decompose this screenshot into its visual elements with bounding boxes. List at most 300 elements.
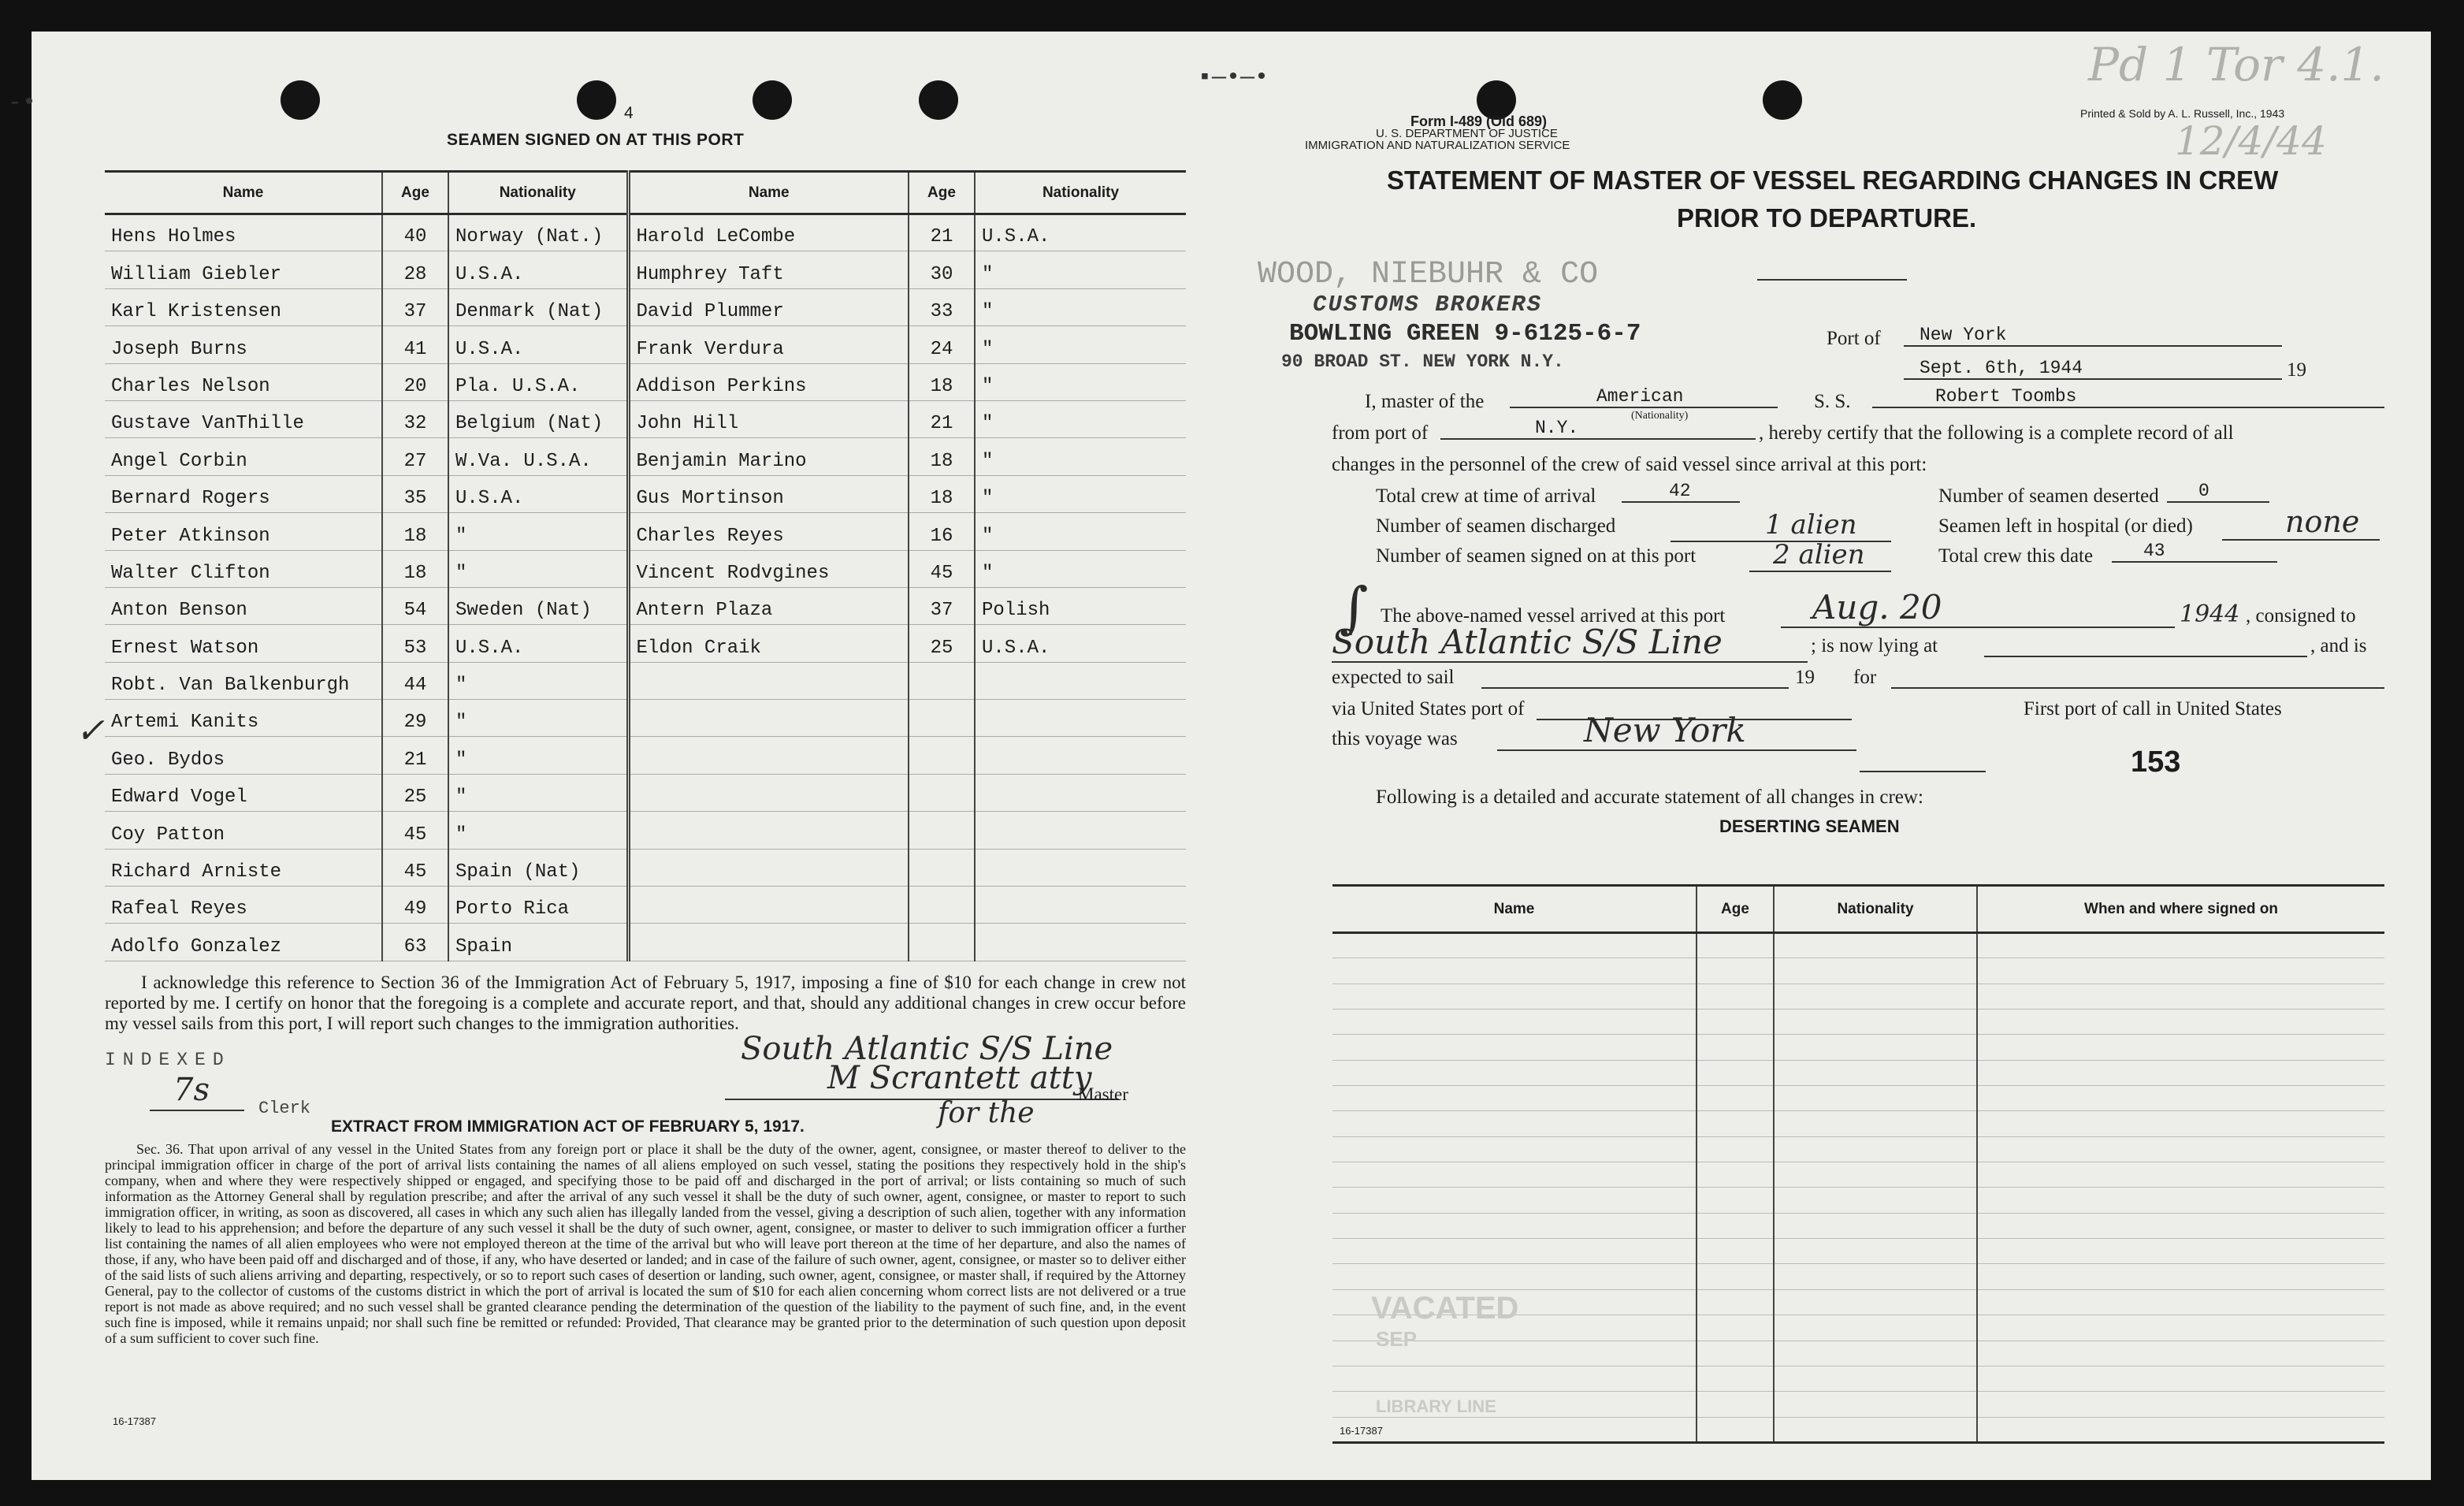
deserter-nationality bbox=[1774, 1086, 1977, 1111]
seaman-age: 45 bbox=[909, 550, 975, 587]
master-label: Master bbox=[1078, 1084, 1128, 1104]
seaman-nationality: U.S.A. bbox=[448, 475, 628, 512]
deserter-signed-on bbox=[1977, 1417, 2384, 1442]
deserter-signed-on bbox=[1977, 1315, 2384, 1341]
column-header-nationality: Nationality bbox=[1774, 886, 1977, 933]
deserter-signed-on bbox=[1977, 1392, 2384, 1417]
total-crew-arrival-value: 42 bbox=[1622, 481, 1740, 503]
deserter-age bbox=[1697, 1289, 1774, 1314]
seaman-age bbox=[909, 812, 975, 849]
deserter-age bbox=[1697, 933, 1774, 958]
seaman-nationality bbox=[975, 774, 1186, 811]
deserter-nationality bbox=[1774, 984, 1977, 1009]
table-header-row bbox=[1332, 886, 2384, 933]
deserter-nationality bbox=[1774, 958, 1977, 984]
seaman-nationality: " bbox=[975, 251, 1186, 288]
deserter-age bbox=[1697, 1213, 1774, 1238]
deserter-nationality bbox=[1774, 1289, 1977, 1314]
deserter-age bbox=[1697, 1392, 1774, 1417]
seaman-nationality: U.S.A. bbox=[448, 251, 628, 288]
changes-text: changes in the personnel of the crew of said vessel since arrival at this port: bbox=[1332, 454, 1927, 475]
seaman-age bbox=[909, 887, 975, 924]
seaman-nationality: Sweden (Nat) bbox=[448, 587, 628, 624]
deserter-nationality bbox=[1774, 1366, 1977, 1391]
seaman-name bbox=[628, 774, 909, 811]
seaman-age: 18 bbox=[909, 363, 975, 400]
seaman-nationality: " bbox=[975, 475, 1186, 512]
seaman-nationality: " bbox=[975, 363, 1186, 400]
seaman-age: 63 bbox=[382, 924, 448, 961]
consigned-label: , consigned to bbox=[2246, 605, 2356, 627]
deserter-age bbox=[1697, 1162, 1774, 1188]
seaman-age: 37 bbox=[382, 288, 448, 325]
hospital-label: Seamen left in hospital (or died) bbox=[1938, 515, 2193, 537]
statement-title-1: STATEMENT OF MASTER OF VESSEL REGARDING CHANGES IN CREW bbox=[1387, 165, 2279, 195]
deserting-seamen-table bbox=[1332, 884, 2384, 1444]
ss-label: S. S. bbox=[1814, 391, 1851, 412]
from-port-label: from port of bbox=[1332, 422, 1429, 444]
deserter-name bbox=[1332, 958, 1697, 984]
seaman-age: 24 bbox=[909, 326, 975, 363]
seaman-nationality: Denmark (Nat) bbox=[448, 288, 628, 325]
table-row bbox=[1332, 1111, 2384, 1136]
deserter-name bbox=[1332, 1188, 1697, 1213]
broker-stamp-line-4: 90 BROAD ST. NEW YORK N.Y. bbox=[1281, 351, 1564, 372]
punch-hole bbox=[753, 80, 792, 120]
table-row bbox=[1332, 933, 2384, 958]
left-page-title: SEAMEN SIGNED ON AT THIS PORT bbox=[447, 131, 745, 149]
table-row bbox=[1332, 1060, 2384, 1085]
seaman-age: 30 bbox=[909, 251, 975, 288]
seaman-nationality: Spain (Nat) bbox=[448, 849, 628, 886]
seaman-age: 41 bbox=[382, 326, 448, 363]
table-row bbox=[105, 326, 1186, 363]
punch-hole bbox=[1763, 80, 1802, 120]
deserter-nationality bbox=[1774, 933, 1977, 958]
column-header-nationality: Nationality bbox=[975, 172, 1186, 214]
deserter-signed-on bbox=[1977, 1366, 2384, 1391]
deserter-signed-on bbox=[1977, 1010, 2384, 1035]
table-row bbox=[105, 924, 1186, 961]
certify-text: , hereby certify that the following is a complete record of all bbox=[1759, 422, 2234, 444]
nationality-caption: (Nationality) bbox=[1631, 410, 1689, 422]
table-row bbox=[1332, 958, 2384, 984]
deserter-age bbox=[1697, 1366, 1774, 1391]
deserter-name bbox=[1332, 1060, 1697, 1085]
seaman-name: Benjamin Marino bbox=[628, 438, 909, 475]
seamen-table-body bbox=[105, 214, 1186, 961]
deserter-signed-on bbox=[1977, 1111, 2384, 1136]
deserter-nationality bbox=[1774, 1239, 1977, 1264]
table-row bbox=[105, 587, 1186, 624]
seaman-nationality: " bbox=[448, 700, 628, 737]
pencil-annotation-2: 12/4/44 bbox=[2175, 118, 2327, 164]
broker-stamp-line-1: WOOD, NIEBUHR & CO bbox=[1258, 257, 1599, 292]
document-sheet bbox=[8, 32, 2431, 1480]
seaman-name: Addison Perkins bbox=[628, 363, 909, 400]
deserted-value: 0 bbox=[2167, 481, 2269, 503]
arrived-year: 1944 bbox=[2180, 601, 2240, 628]
seaman-age: 18 bbox=[382, 550, 448, 587]
from-port-value: N.Y. bbox=[1440, 418, 1756, 440]
seaman-name: Charles Nelson bbox=[105, 363, 382, 400]
top-blank-line bbox=[1757, 279, 1907, 281]
deserter-name bbox=[1332, 1035, 1697, 1060]
seaman-nationality bbox=[975, 887, 1186, 924]
seaman-name: Antern Plaza bbox=[628, 587, 909, 624]
seaman-age: 37 bbox=[909, 587, 975, 624]
seaman-name: Frank Verdura bbox=[628, 326, 909, 363]
seaman-nationality bbox=[975, 700, 1186, 737]
signature-line-2: M Scrantett atty bbox=[827, 1060, 1092, 1096]
deserter-signed-on bbox=[1977, 933, 2384, 958]
hospital-value: none bbox=[2222, 504, 2380, 541]
deserter-nationality bbox=[1774, 1162, 1977, 1188]
edge-mark: -• bbox=[8, 90, 37, 117]
seaman-age: 29 bbox=[382, 700, 448, 737]
broker-stamp-line-3: BOWLING GREEN 9-6125-6-7 bbox=[1289, 320, 1641, 348]
seaman-nationality bbox=[975, 812, 1186, 849]
seaman-name: Walter Clifton bbox=[105, 550, 382, 587]
table-row bbox=[105, 849, 1186, 886]
column-header-name: Name bbox=[628, 172, 909, 214]
clerk-line bbox=[150, 1110, 244, 1111]
port-value: New York bbox=[1904, 325, 2282, 347]
indexed-stamp: INDEXED bbox=[105, 1050, 231, 1070]
signature-line-3: for the bbox=[938, 1097, 1035, 1129]
seaman-nationality: Polish bbox=[975, 587, 1186, 624]
table-row bbox=[1332, 1086, 2384, 1111]
table-row bbox=[1332, 1213, 2384, 1238]
deserter-signed-on bbox=[1977, 1188, 2384, 1213]
seaman-name: Bernard Rogers bbox=[105, 475, 382, 512]
seaman-name: Eldon Craik bbox=[628, 625, 909, 662]
seaman-name: John Hill bbox=[628, 400, 909, 437]
deserted-label: Number of seamen deserted bbox=[1938, 485, 2159, 507]
table-row bbox=[1332, 1264, 2384, 1289]
seaman-age: 25 bbox=[909, 625, 975, 662]
seaman-nationality: " bbox=[975, 288, 1186, 325]
seaman-age bbox=[909, 737, 975, 774]
left-form-code: 16-17387 bbox=[113, 1415, 156, 1427]
deserter-signed-on bbox=[1977, 1060, 2384, 1085]
seaman-name bbox=[628, 849, 909, 886]
deserter-name bbox=[1332, 1213, 1697, 1238]
table-row bbox=[105, 550, 1186, 587]
seaman-name: Angel Corbin bbox=[105, 438, 382, 475]
column-header-age: Age bbox=[382, 172, 448, 214]
deserter-age bbox=[1697, 958, 1774, 984]
seaman-name: Hens Holmes bbox=[105, 214, 382, 251]
deserter-name bbox=[1332, 1417, 1697, 1442]
deserter-signed-on bbox=[1977, 1086, 2384, 1111]
seaman-age: 21 bbox=[909, 214, 975, 251]
seaman-nationality bbox=[975, 924, 1186, 961]
via-port-label: via United States port of bbox=[1332, 698, 1525, 720]
check-mark: ✓ bbox=[76, 711, 105, 751]
deserter-age bbox=[1697, 1010, 1774, 1035]
expected-year: 19 bbox=[1795, 667, 1815, 688]
deserter-age bbox=[1697, 1417, 1774, 1442]
seaman-nationality: U.S.A. bbox=[448, 625, 628, 662]
deserter-age bbox=[1697, 1060, 1774, 1085]
seaman-name: Charles Reyes bbox=[628, 513, 909, 550]
column-header-name: Name bbox=[1332, 886, 1697, 933]
table-row bbox=[105, 774, 1186, 811]
voyage-value: New York bbox=[1497, 711, 1856, 751]
deserting-table-body bbox=[1332, 933, 2384, 1443]
table-row bbox=[1332, 1239, 2384, 1264]
printer-credit: Printed & Sold by A. L. Russell, Inc., 1943 bbox=[2080, 107, 2285, 120]
table-row bbox=[1332, 1136, 2384, 1162]
page-number: 4 bbox=[624, 104, 634, 122]
deserter-name bbox=[1332, 1264, 1697, 1289]
seaman-nationality: " bbox=[975, 400, 1186, 437]
expected-label: expected to sail bbox=[1332, 667, 1455, 688]
deserter-signed-on bbox=[1977, 1341, 2384, 1366]
deserter-signed-on bbox=[1977, 984, 2384, 1009]
punch-hole bbox=[919, 80, 958, 120]
seaman-name: Coy Patton bbox=[105, 812, 382, 849]
seaman-age: 21 bbox=[382, 737, 448, 774]
table-row bbox=[1332, 1341, 2384, 1366]
deserter-nationality bbox=[1774, 1060, 1977, 1085]
deserter-age bbox=[1697, 984, 1774, 1009]
seaman-age bbox=[909, 924, 975, 961]
blank-line bbox=[1860, 771, 1986, 772]
acknowledgement-paragraph: I acknowledge this reference to Section 36 of the Immigration Act of February 5, 1917, imposing a fine of $10 for each change in crew not reported by me. I certify on honor that the foregoing is a complete and accurate report, and that, should any additional changes in crew occur before my vessel sails from this port, I will report such changes to the immigration authorities. bbox=[105, 972, 1186, 1033]
seaman-name bbox=[628, 662, 909, 699]
deserter-nationality bbox=[1774, 1010, 1977, 1035]
deserter-age bbox=[1697, 1239, 1774, 1264]
deserter-nationality bbox=[1774, 1417, 1977, 1442]
folio-number: 153 bbox=[2131, 746, 2181, 779]
faded-stamp-line-2: SEP bbox=[1376, 1327, 1418, 1351]
seaman-age: 18 bbox=[382, 513, 448, 550]
seaman-age: 54 bbox=[382, 587, 448, 624]
seaman-nationality: Norway (Nat.) bbox=[448, 214, 628, 251]
fold-mark: ▪—•—• bbox=[1198, 65, 1269, 91]
first-port-label: First port of call in United States bbox=[2024, 698, 2282, 720]
seaman-nationality: " bbox=[975, 513, 1186, 550]
seaman-nationality: U.S.A. bbox=[448, 326, 628, 363]
ship-name: Robert Toombs bbox=[1872, 386, 2384, 408]
seaman-name: Rafeal Reyes bbox=[105, 887, 382, 924]
table-row bbox=[105, 625, 1186, 662]
department: U. S. DEPARTMENT OF JUSTICE bbox=[1376, 127, 1558, 140]
deserter-name bbox=[1332, 1366, 1697, 1391]
faded-stamp-line-1: VACATED bbox=[1371, 1291, 1519, 1326]
seaman-age: 18 bbox=[909, 475, 975, 512]
seaman-name: Geo. Bydos bbox=[105, 737, 382, 774]
seaman-nationality: " bbox=[448, 662, 628, 699]
deserter-signed-on bbox=[1977, 1289, 2384, 1314]
seaman-name: Edward Vogel bbox=[105, 774, 382, 811]
total-crew-date-label: Total crew this date bbox=[1938, 545, 2094, 567]
table-row bbox=[1332, 1417, 2384, 1442]
seaman-age: 32 bbox=[382, 400, 448, 437]
deserter-name bbox=[1332, 1111, 1697, 1136]
seaman-age: 20 bbox=[382, 363, 448, 400]
deserter-age bbox=[1697, 1188, 1774, 1213]
service: IMMIGRATION AND NATURALIZATION SERVICE bbox=[1305, 139, 1570, 152]
broker-stamp-line-2: CUSTOMS BROKERS bbox=[1313, 292, 1543, 318]
port-label: Port of bbox=[1827, 328, 1881, 349]
date-value: Sept. 6th, 1944 bbox=[1904, 358, 2282, 380]
deserter-nationality bbox=[1774, 1392, 1977, 1417]
deserter-nationality bbox=[1774, 1035, 1977, 1060]
seaman-name: Harold LeCombe bbox=[628, 214, 909, 251]
deserter-nationality bbox=[1774, 1315, 1977, 1341]
seaman-nationality: " bbox=[448, 737, 628, 774]
table-row bbox=[105, 662, 1186, 699]
deserter-nationality bbox=[1774, 1341, 1977, 1366]
seaman-nationality bbox=[975, 849, 1186, 886]
seaman-age: 35 bbox=[382, 475, 448, 512]
consignee-value: South Atlantic S/S Line bbox=[1332, 623, 1808, 663]
table-header-row bbox=[105, 172, 1186, 214]
for-line bbox=[1891, 687, 2384, 689]
table-row bbox=[105, 214, 1186, 251]
column-header-nationality: Nationality bbox=[448, 172, 628, 214]
seaman-name: Gustave VanThille bbox=[105, 400, 382, 437]
deserter-name bbox=[1332, 1136, 1697, 1162]
deserter-nationality bbox=[1774, 1136, 1977, 1162]
table-row bbox=[105, 513, 1186, 550]
deserter-age bbox=[1697, 1315, 1774, 1341]
seaman-age bbox=[909, 849, 975, 886]
clerk-label: Clerk bbox=[258, 1099, 311, 1118]
seamen-signed-on-table bbox=[105, 170, 1186, 961]
deserter-signed-on bbox=[1977, 1035, 2384, 1060]
seaman-name: Richard Arniste bbox=[105, 849, 382, 886]
table-row bbox=[105, 288, 1186, 325]
seaman-age: 27 bbox=[382, 438, 448, 475]
table-row bbox=[105, 251, 1186, 288]
deserter-nationality bbox=[1774, 1188, 1977, 1213]
seaman-nationality bbox=[975, 662, 1186, 699]
seaman-age: 33 bbox=[909, 288, 975, 325]
seaman-age: 21 bbox=[909, 400, 975, 437]
seaman-name: Robt. Van Balkenburgh bbox=[105, 662, 382, 699]
seaman-age: 18 bbox=[909, 438, 975, 475]
table-row bbox=[1332, 984, 2384, 1009]
table-row bbox=[105, 737, 1186, 774]
seaman-name: Humphrey Taft bbox=[628, 251, 909, 288]
deserter-age bbox=[1697, 1086, 1774, 1111]
deserter-signed-on bbox=[1977, 1213, 2384, 1238]
seaman-name bbox=[628, 887, 909, 924]
deserter-age bbox=[1697, 1111, 1774, 1136]
table-row bbox=[105, 438, 1186, 475]
column-header-when-signed: When and where signed on bbox=[1977, 886, 2384, 933]
seaman-nationality: " bbox=[448, 812, 628, 849]
seaman-nationality: " bbox=[448, 513, 628, 550]
for-label: for bbox=[1853, 667, 1877, 688]
deserter-signed-on bbox=[1977, 1264, 2384, 1289]
table-row bbox=[1332, 1162, 2384, 1188]
right-form-code: 16-17387 bbox=[1340, 1425, 1383, 1437]
seaman-name: Peter Atkinson bbox=[105, 513, 382, 550]
punch-hole bbox=[281, 80, 320, 120]
date-year-prefix: 19 bbox=[2287, 359, 2306, 381]
seaman-name: Vincent Rodvgines bbox=[628, 550, 909, 587]
seaman-age bbox=[909, 700, 975, 737]
deserter-nationality bbox=[1774, 1264, 1977, 1289]
and-is-label: , and is bbox=[2310, 635, 2367, 656]
seaman-nationality: " bbox=[975, 326, 1186, 363]
lying-at-label: ; is now lying at bbox=[1811, 635, 1938, 656]
seaman-nationality: " bbox=[448, 774, 628, 811]
deserter-nationality bbox=[1774, 1213, 1977, 1238]
seaman-nationality: U.S.A. bbox=[975, 214, 1186, 251]
seaman-nationality: U.S.A. bbox=[975, 625, 1186, 662]
seaman-age: 49 bbox=[382, 887, 448, 924]
deserter-age bbox=[1697, 1341, 1774, 1366]
column-header-age: Age bbox=[909, 172, 975, 214]
deserter-nationality bbox=[1774, 1111, 1977, 1136]
lying-at-line bbox=[1984, 656, 2307, 657]
deserter-name bbox=[1332, 933, 1697, 958]
seaman-name bbox=[628, 700, 909, 737]
form-number: Form I-489 (Old 689) bbox=[1410, 113, 1548, 129]
seaman-age bbox=[909, 774, 975, 811]
seaman-name: Adolfo Gonzalez bbox=[105, 924, 382, 961]
seaman-name bbox=[628, 737, 909, 774]
deserter-name bbox=[1332, 1010, 1697, 1035]
deserter-signed-on bbox=[1977, 958, 2384, 984]
seaman-nationality bbox=[975, 737, 1186, 774]
seaman-name bbox=[628, 924, 909, 961]
seaman-nationality: Spain bbox=[448, 924, 628, 961]
table-row bbox=[105, 812, 1186, 849]
table-row bbox=[105, 887, 1186, 924]
signed-on-value: 2 alien bbox=[1749, 539, 1891, 572]
seaman-nationality: " bbox=[448, 550, 628, 587]
extract-title: EXTRACT FROM IMMIGRATION ACT OF FEBRUARY 5, 1917. bbox=[331, 1117, 805, 1136]
seaman-name: Karl Kristensen bbox=[105, 288, 382, 325]
deserter-age bbox=[1697, 1136, 1774, 1162]
seaman-nationality: W.Va. U.S.A. bbox=[448, 438, 628, 475]
deserting-title: DESERTING SEAMEN bbox=[1719, 816, 1900, 836]
punch-hole bbox=[577, 80, 616, 120]
seaman-nationality: " bbox=[975, 438, 1186, 475]
seaman-age: 16 bbox=[909, 513, 975, 550]
deserter-name bbox=[1332, 1086, 1697, 1111]
table-row bbox=[105, 363, 1186, 400]
table-row bbox=[1332, 1366, 2384, 1391]
arrived-text: The above-named vessel arrived at this port bbox=[1381, 605, 1726, 627]
following-text: Following is a detailed and accurate statement of all changes in crew: bbox=[1376, 786, 1923, 808]
seaman-age: 53 bbox=[382, 625, 448, 662]
deserter-signed-on bbox=[1977, 1239, 2384, 1264]
seaman-nationality: Pla. U.S.A. bbox=[448, 363, 628, 400]
seaman-name: Anton Benson bbox=[105, 587, 382, 624]
expected-line bbox=[1481, 687, 1789, 689]
seaman-name: Gus Mortinson bbox=[628, 475, 909, 512]
table-row bbox=[105, 475, 1186, 512]
seaman-name: Joseph Burns bbox=[105, 326, 382, 363]
seaman-age: 44 bbox=[382, 662, 448, 699]
voyage-label: this voyage was bbox=[1332, 728, 1458, 749]
total-crew-arrival-label: Total crew at time of arrival bbox=[1376, 485, 1596, 507]
seaman-age: 40 bbox=[382, 214, 448, 251]
statement-title-2: PRIOR TO DEPARTURE. bbox=[1677, 203, 1977, 232]
column-header-name: Name bbox=[105, 172, 382, 214]
table-row bbox=[1332, 1188, 2384, 1213]
signed-on-label: Number of seamen signed on at this port bbox=[1376, 545, 1697, 567]
seaman-nationality: Porto Rica bbox=[448, 887, 628, 924]
